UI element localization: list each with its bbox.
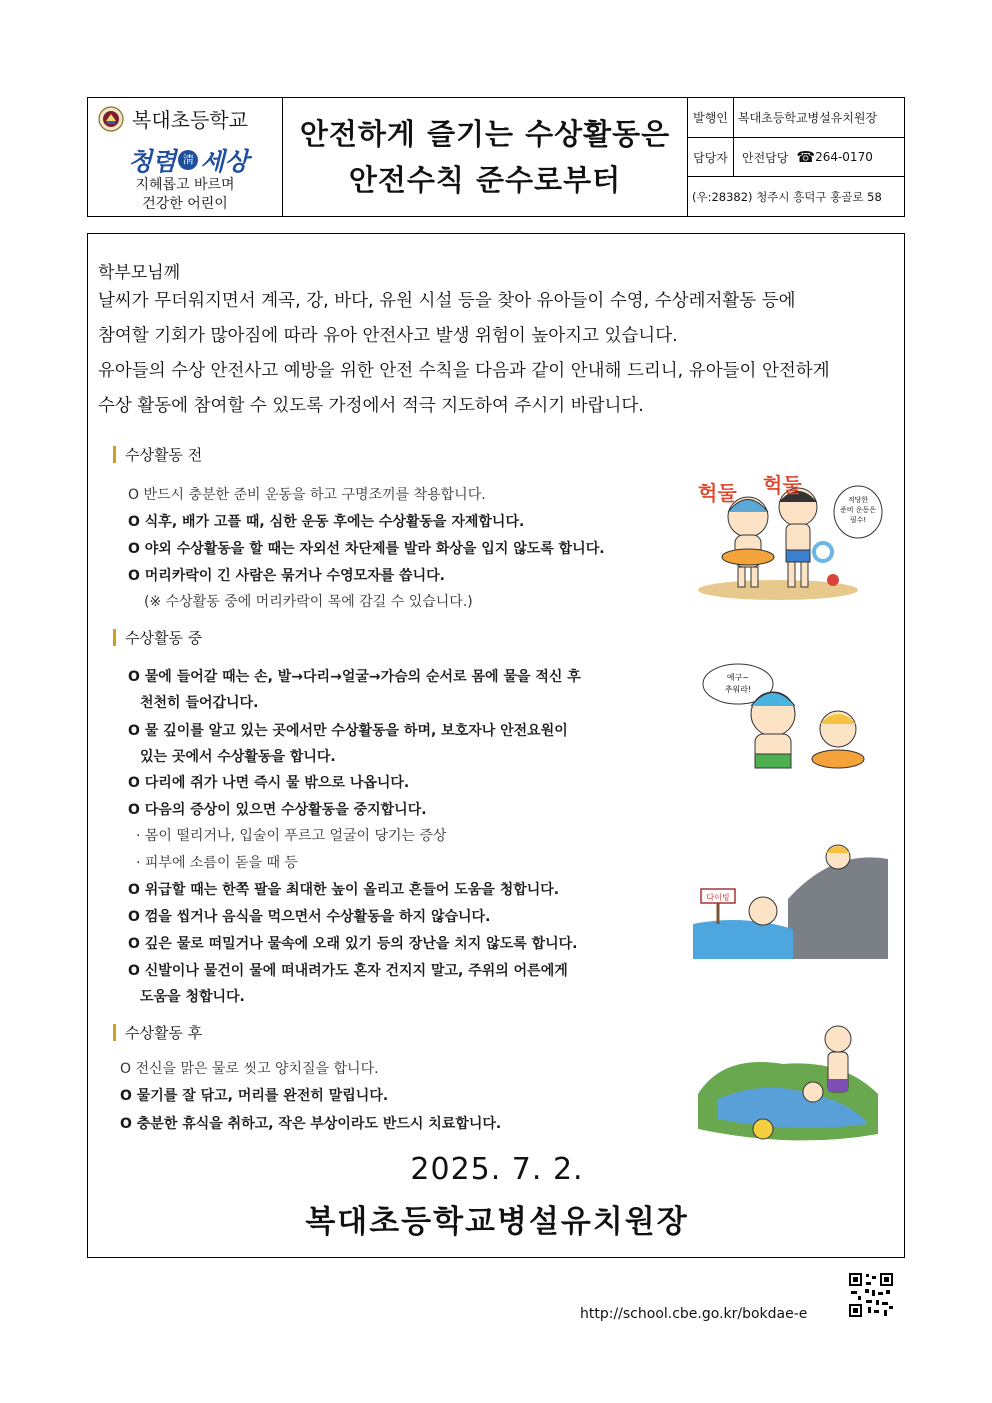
kids-warmup-illustration (693, 472, 883, 602)
illus-text-2: 헉둘 (763, 473, 802, 497)
title-line-1: 안전하게 즐기는 수상활동은 (299, 117, 671, 151)
diving-sign: 다이빙 (706, 893, 730, 902)
slogan-logo (128, 142, 249, 178)
section-after-title: 수상활동 후 (125, 1024, 203, 1042)
address-row (688, 177, 904, 216)
during-item-8b: 도움을 청합니다. (140, 989, 245, 1005)
during-symptom-2: · 피부에 소름이 돋을 때 등 (136, 855, 298, 871)
letter-body (87, 233, 905, 1258)
school-motto (88, 176, 282, 214)
illus-text-1: 헉둘 (698, 481, 737, 505)
during-symptom-1: · 몸이 떨리거나, 입술이 푸르고 얼굴이 당기는 증상 (136, 828, 447, 844)
motto-line-1: 지혜롭고 바르며 (135, 177, 235, 193)
letter-date: 2025. 7. 2. (410, 1152, 584, 1187)
section-during-heading (113, 627, 202, 648)
during-item-2b: 있는 곳에서 수상활동을 합니다. (140, 749, 336, 765)
after-item-3: O 충분한 휴식을 취하고, 작은 부상이라도 반드시 치료합니다. (120, 1116, 502, 1132)
section-bar (113, 629, 116, 646)
during-item-8: O 신발이나 물건이 물에 떠내려가도 혼자 건지지 말고, 주위의 어른에게 (128, 963, 568, 979)
bubble-line-1: 적당한 (847, 496, 869, 504)
publisher-value: 복대초등학교병설유치원장 (738, 110, 878, 125)
section-bar (113, 1024, 116, 1041)
during-item-1: O 물에 들어갈 때는 손, 발→다리→얼굴→가슴의 순서로 몸에 물을 적신 후 (128, 669, 581, 685)
during-item-6: O 껌을 씹거나 음식을 먹으면서 수상활동을 하지 않습니다. (128, 909, 491, 925)
diving-warning-illustration (693, 829, 888, 959)
during-item-4: O 다음의 증상이 있으면 수상활동을 중지합니다. (128, 802, 427, 818)
title-cell (283, 98, 688, 216)
title-line-2: 안전수칙 준수로부터 (348, 163, 622, 197)
school-logo-cell (88, 98, 283, 216)
before-item-1: O 반드시 충분한 준비 운동을 하고 구명조끼를 착용합니다. (128, 487, 486, 503)
qr-code-icon (846, 1270, 896, 1320)
intro-line-1: 날씨가 무더워지면서 계곡, 강, 바다, 유원 시설 등을 찾아 유아들이 수영, 수상레저활동 등에 (98, 291, 796, 311)
bubble-cold-1: 에구~ (726, 673, 750, 682)
bubble-line-2: 준비 운동은 (839, 506, 877, 514)
motto-line-2: 건강한 어린이 (142, 196, 228, 212)
kids-after-swim-illustration (693, 1014, 883, 1149)
before-item-5: (※ 수상활동 중에 머리카락이 목에 감길 수 있습니다.) (144, 594, 473, 610)
publisher-row (688, 98, 904, 138)
school-name-row (98, 104, 248, 133)
before-item-2: O 식후, 배가 고플 때, 심한 운동 후에는 수상활동을 자제합니다. (128, 514, 525, 530)
phone-icon: ☎ (796, 148, 816, 166)
section-before-title: 수상활동 전 (125, 446, 203, 464)
during-item-5: O 위급할 때는 한쪽 팔을 최대한 높이 올리고 흔들어 도움을 청합니다. (128, 882, 560, 898)
slogan-suffix: 세상 (200, 147, 249, 176)
intro-line-4: 수상 활동에 참여할 수 있도록 가정에서 적극 지도하여 주시기 바랍니다. (98, 396, 644, 416)
school-website-url[interactable]: http://school.cbe.go.kr/bokdae-e (580, 1306, 808, 1322)
kids-cold-illustration (693, 654, 883, 779)
contact-value-wrap (734, 138, 904, 177)
school-emblem-icon (98, 106, 124, 132)
during-item-2: O 물 깊이를 알고 있는 곳에서만 수상활동을 하며, 보호자나 안전요원이 (128, 723, 568, 739)
after-item-1: O 전신을 맑은 물로 씻고 양치질을 합니다. (120, 1061, 379, 1077)
section-bar (113, 446, 116, 463)
bubble-line-3: 필수! (849, 516, 867, 524)
during-item-3: O 다리에 쥐가 나면 즉시 물 밖으로 나옵니다. (128, 775, 410, 791)
section-during-title: 수상활동 중 (125, 629, 203, 647)
contact-label: 담당자 (688, 138, 734, 177)
section-before-heading (113, 444, 202, 465)
during-item-1b: 천천히 들어갑니다. (140, 695, 259, 711)
before-item-3: O 야외 수상활동을 할 때는 자외선 차단제를 발라 화상을 입지 않도록 합니다. (128, 541, 605, 557)
intro-line-3: 유아들의 수상 안전사고 예방을 위한 안전 수칙을 다음과 같이 안내해 드리니, 유아들이 안전하게 (98, 361, 830, 381)
publisher-label: 발행인 (688, 98, 734, 137)
info-cell (688, 98, 904, 216)
intro-line-2: 참여할 기회가 많아짐에 따라 유아 안전사고 발생 위험이 높아지고 있습니다. (98, 326, 678, 346)
contact-phone: 264-0170 (815, 150, 873, 164)
header-table (87, 97, 905, 217)
slogan-prefix: 청렴 (128, 147, 177, 176)
address: (우:28382) 청주시 흥덕구 홍골로 58 (692, 189, 882, 204)
contact-value: 안전담당 (742, 150, 789, 165)
contact-row (688, 138, 904, 178)
greeting: 학부모님께 (98, 263, 181, 283)
school-name: 복대초등학교 (132, 108, 248, 132)
slogan-middle: 淸 (178, 150, 198, 170)
letter-signer: 복대초등학교병설유치원장 (305, 1204, 689, 1240)
before-item-4: O 머리카락이 긴 사람은 묶거나 수영모자를 씁니다. (128, 568, 445, 584)
during-item-7: O 깊은 물로 떠밀거나 물속에 오래 있기 등의 장난을 치지 않도록 합니다. (128, 936, 578, 952)
section-after-heading (113, 1022, 202, 1043)
after-item-2: O 물기를 잘 닦고, 머리를 완전히 말립니다. (120, 1088, 389, 1104)
bubble-cold-2: 추워라! (724, 685, 752, 694)
